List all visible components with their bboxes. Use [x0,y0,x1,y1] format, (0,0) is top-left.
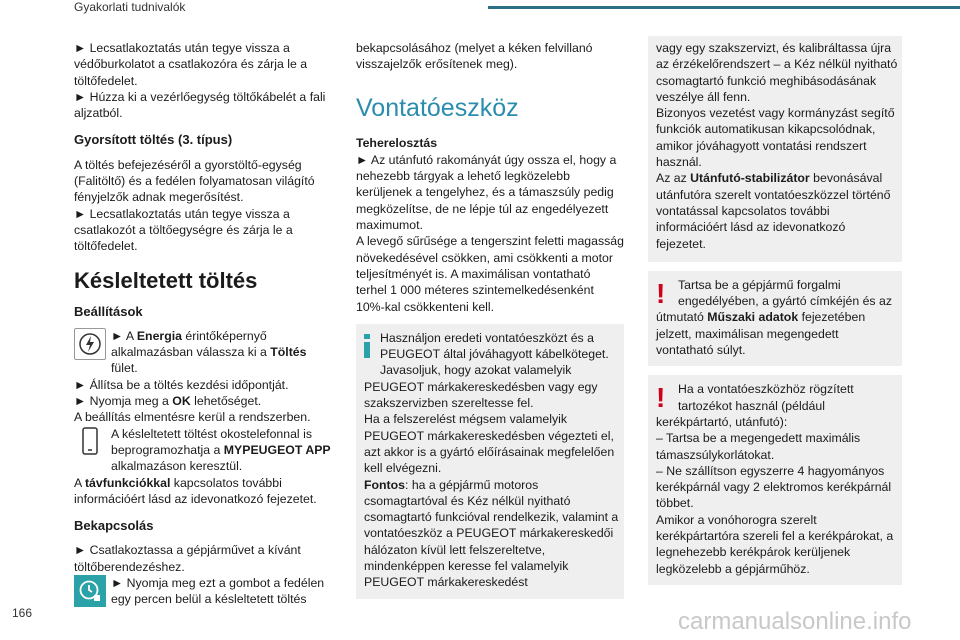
text: Az az [656,171,691,186]
paragraph: A levegő sűrűsége a tengerszint feletti magasság növekedésével csökken, ami csökkenti a motor teljesítményét is. A maximálisan vontatható terhel 1 000 méteres szintemelkedésenként 10%-kal csökkenteni kell. [356,234,624,314]
paragraph [111,328,332,377]
bold-term: Fontos [364,477,405,492]
text: lehetőséget. [190,394,262,409]
bold-term: OK [172,394,191,409]
watermark: carmanualsonline.info [678,608,912,635]
info-box [356,324,624,599]
bold-term: MYPEUGEOT APP [223,442,331,457]
energy-app-icon [74,328,106,360]
text: bevonásával utánfutóra szerelt vontatóeszközzel történő vontatással kapcsolatos további információért lásd az idevonatkozó fejezetet. [656,171,891,251]
paragraph: ► Lecsatlakoztatás után tegye vissza a védőburkolatot a csatlakozóra és zárja le a töltőfedelet. [74,41,308,88]
paragraph: Használjon eredeti vontatóeszközt és a PEUGEOT által jóváhagyott kábelköteget. Javasoljuk, hogy azokat valamelyik PEUGEOT márkakereskedésben vagy egy szakszervizben szereltesse fel. [364,330,609,411]
warning-box-accessories [648,375,902,585]
page-number: 166 [12,606,33,620]
bold-term: Töltés [270,345,307,360]
paragraph: Amikor a vonóhorogra szerelt kerékpártartóra szereli fel a kerékpárokat, a legnehezebb kerékpárok kerüljenek legközelebb a gépjárműhöz. [656,512,894,576]
heading-fast-charging: Gyorsított töltés (3. típus) [74,132,233,148]
paragraph: ► Állítsa be a töltés kezdési időpontját. [74,377,289,392]
smartphone-row [74,426,332,475]
text: fejezetében jelzett, maximálisan megengedett vontatható súlyt. [656,310,866,358]
column-middle [356,40,624,599]
settings-row [74,328,332,377]
paragraph: ► Lecsatlakoztatás után tegye vissza a csatlakozót a töltőegységre és zárja le a töltőfedelet. [74,206,293,254]
paragraph: Ha a vontatóeszközhöz rögzített tartozékot használ (például kerékpártartó, utánfutó): [656,382,854,429]
bold-term: távfunkciókkal [84,475,171,490]
bold-term: Utánfutó-stabilizátor [690,171,810,186]
paragraph [74,475,332,508]
text: ► A [111,328,137,343]
paragraph [364,477,620,591]
header-accent-bar [488,6,960,9]
text: kapcsolatos további információért lásd az idevonatkozó fejezetet. [74,475,317,506]
paragraph: A töltés befejezéséről a gyorstöltő-egység (Falitöltő) és a fedélen folyamatosan világító fényjelzők adnak megerősítést. [74,157,315,205]
text: érintőképernyő alkalmazásban válassza ki a [111,328,271,360]
paragraph: ► Húzza ki a vezérlőegység töltőkábelét a fali aljzatból. [74,89,326,121]
paragraph: ► Csatlakoztassa a gépjárművet a kívánt töltőberendezéshez. [74,543,301,574]
smartphone-icon [74,426,106,456]
paragraph: – Tartsa be a megengedett maximális támaszsúlykorlátokat. [656,431,861,462]
info-icon [364,334,370,362]
heading-towing-device: Vontatóeszköz [356,93,519,122]
heading-weight-distribution: Teherelosztás [356,135,438,150]
column-left [74,40,332,608]
paragraph: A beállítás elmentésre kerül a rendszerben. [74,410,311,425]
warning-icon: ! [656,382,666,414]
paragraph [111,426,332,475]
text: fület. [111,361,138,376]
section-title: Gyakorlati tudnivalók [74,0,186,14]
paragraph: ► Nyomja meg ezt a gombot a fedélen egy percen belül a késleltetett töltés [111,576,325,607]
text: alkalmazáson keresztül. [111,459,243,474]
warning-box-weight [648,271,902,366]
bold-term: Energia [136,328,182,343]
activation-row [74,575,332,608]
column-right [648,40,902,585]
heading-delayed-charging: Késleltetett töltés [74,267,258,293]
paragraph [656,277,898,358]
paragraph: Ha a felszerelést mégsem valamelyik PEUGEOT márkakereskedésben végezteti el, azt akkor is a gyártó előírásainak megfelelően kell elvégezni. [364,412,615,476]
info-box-continued [648,36,902,262]
paragraph [656,170,898,251]
paragraph: vagy egy szakszervizt, és kalibráltassa újra az érzékelőrendszert – a Kéz nélkül nyitható csomagtartó funkció meghibásodásának veszélye áll fenn. [656,41,898,104]
text: A [74,475,85,490]
paragraph: Bizonyos vezetést vagy kormányzást segítő funkciók automatikusan kikapcsolódnak, amikor jóváhagyott vontatási rendszert használ. [656,106,895,170]
paragraph: – Ne szállítson egyszerre 4 hagyományos kerékpárnál vagy 2 elektromos kerékpárnál többet. [656,463,892,511]
warning-icon: ! [656,277,666,309]
text: ► Nyomja meg a [74,394,173,409]
delayed-charge-button-icon [74,575,106,607]
heading-settings: Beállítások [74,303,143,319]
text: : ha a gépjármű motoros csomagtartóval és Kéz nélkül nyitható csomagtartó funkcióval rendelkezik, valamint a vontatóeszköz a PEUGEOT márkakereskedői hálózaton kívül lett felszereltetve, mindenképpen keresse fel valamelyik PEUGEOT márkakereskedést [364,477,619,590]
paragraph [74,393,332,409]
text: Tartsa be a gépjármű forgalmi engedélyében, a gyártó címkéjén és az útmutató [656,277,892,325]
paragraph: bekapcsolásához (melyet a kéken felvillanó visszajelzők erősítenek meg). [356,41,593,72]
paragraph: ► Az utánfutó rakományát úgy ossza el, hogy a nehezebb tárgyak a lehető legközelebb kerüljenek a tengelyhez, és a támaszsúly pedig megközelítse, de ne lépje túl az engedélyezett maximumot. [356,152,617,233]
bold-term: Műszaki adatok [707,310,799,325]
heading-activation: Bekapcsolás [74,518,154,534]
text: A késleltetett töltést okostelefonnal is beprogramozhatja a [111,426,312,457]
